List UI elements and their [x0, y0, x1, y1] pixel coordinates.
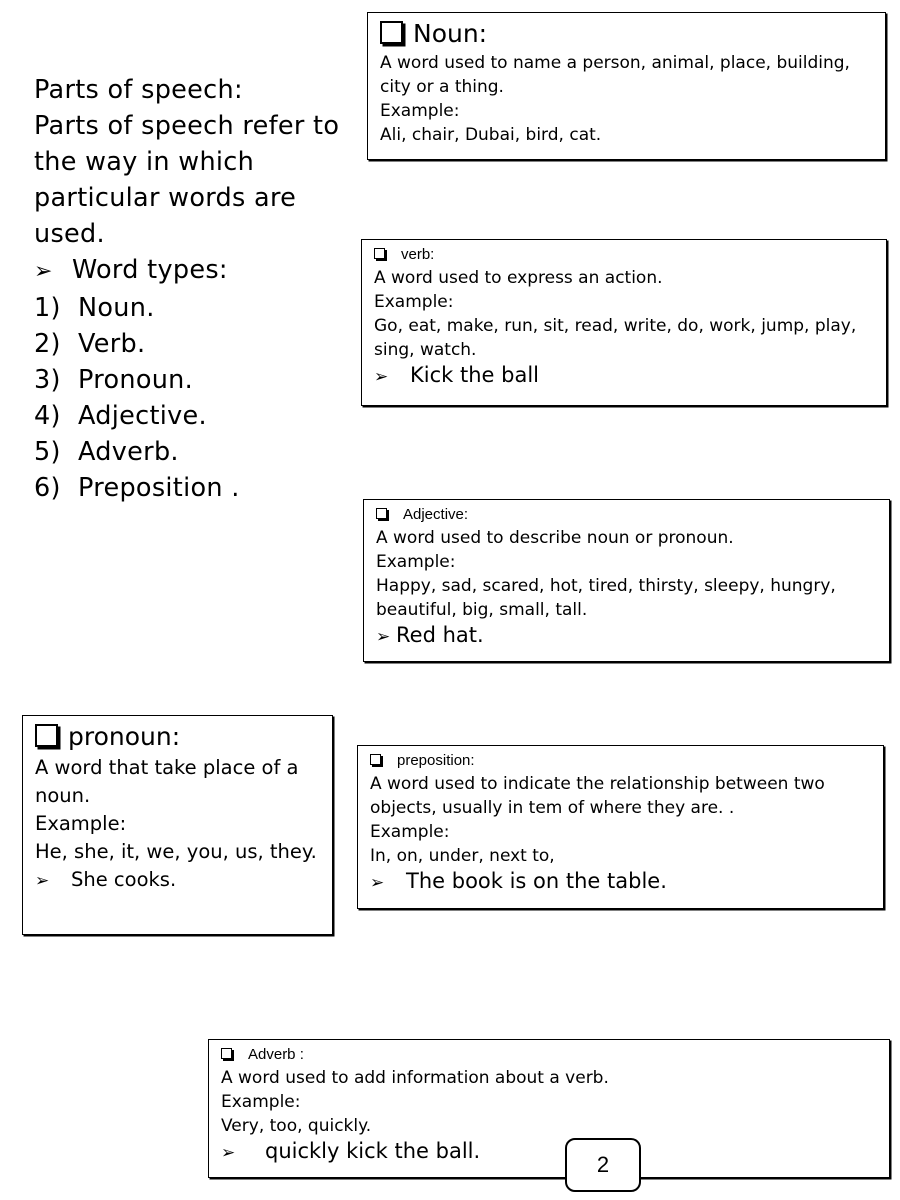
- preposition-examples: In, on, under, next to,: [370, 846, 555, 866]
- list-item: [34, 326, 354, 362]
- verb-sentence: [374, 362, 880, 390]
- adjective-title-label: Adjective:: [403, 506, 469, 523]
- list-item-label: Verb.: [78, 329, 146, 359]
- list-item-label: Adjective.: [78, 401, 207, 431]
- adjective-box: [363, 499, 890, 662]
- adjective-definition: A word used to describe noun or pronoun.: [376, 528, 734, 548]
- preposition-title-label: preposition:: [397, 752, 475, 769]
- list-item-number: 3): [34, 365, 61, 395]
- page-number: 2: [565, 1138, 641, 1192]
- verb-definition: A word used to express an action.: [374, 268, 663, 288]
- pronoun-title-label: pronoun:: [68, 722, 181, 751]
- verb-examples: Go, eat, make, run, sit, read, write, do, work, jump, play, sing, watch.: [374, 316, 857, 360]
- adverb-definition: A word used to add information about a verb.: [221, 1068, 609, 1088]
- pronoun-definition: A word that take place of a noun.: [35, 756, 299, 807]
- noun-definition: A word used to name a person, animal, place, building, city or a thing.: [380, 53, 850, 97]
- adjective-sentence: [376, 622, 883, 650]
- list-item-label: Adverb.: [78, 437, 179, 467]
- adverb-box-title: [221, 1044, 883, 1066]
- list-item: [34, 470, 354, 506]
- arrowhead-bullet-icon: ➢: [221, 1143, 236, 1163]
- noun-title-label: Noun:: [413, 19, 488, 48]
- adverb-title-label: Adverb :: [248, 1046, 304, 1063]
- preposition-sentence: [370, 868, 877, 896]
- word-types-list: [34, 290, 354, 506]
- checkbox-square-icon: [370, 754, 381, 765]
- verb-box-title: [374, 244, 880, 266]
- intro-heading: Parts of speech:: [34, 75, 243, 105]
- adjective-examples: Happy, sad, scared, hot, tired, thirsty, sleepy, hungry, beautiful, big, small, tall.: [376, 576, 836, 620]
- checkbox-square-icon: [380, 21, 403, 44]
- list-item-number: 4): [34, 401, 61, 431]
- noun-examples: Ali, chair, Dubai, bird, cat.: [380, 125, 602, 145]
- checkbox-square-icon: [376, 508, 387, 519]
- verb-sentence-text: Kick the ball: [410, 363, 539, 387]
- arrowhead-bullet-icon: ➢: [374, 367, 389, 387]
- preposition-definition: A word used to indicate the relationship between two objects, usually in tem of where they are. .: [370, 774, 825, 818]
- list-item: [34, 362, 354, 398]
- intro-section: [34, 72, 354, 506]
- list-item: [34, 434, 354, 470]
- adverb-sentence-text: quickly kick the ball.: [265, 1139, 481, 1163]
- arrowhead-bullet-icon: ➢: [35, 871, 50, 891]
- intro-definition: Parts of speech refer to the way in which particular words are used.: [34, 111, 340, 249]
- pronoun-sentence-text: She cooks.: [71, 868, 177, 891]
- list-item: [34, 290, 354, 326]
- noun-example-label: Example:: [380, 101, 460, 121]
- adjective-box-title: [376, 504, 883, 526]
- arrowhead-bullet-icon: ➢: [376, 627, 391, 647]
- pronoun-examples: He, she, it, we, you, us, they.: [35, 840, 317, 863]
- adverb-example-label: Example:: [221, 1092, 301, 1112]
- list-item-number: 2): [34, 329, 61, 359]
- list-item-label: Noun.: [78, 293, 155, 323]
- verb-title-label: verb:: [401, 246, 435, 263]
- adjective-example-label: Example:: [376, 552, 456, 572]
- arrowhead-bullet-icon: ➢: [370, 873, 385, 893]
- list-item: [34, 398, 354, 434]
- pronoun-box: [22, 715, 333, 935]
- pronoun-box-title: [35, 720, 326, 754]
- preposition-box: [357, 745, 884, 909]
- noun-box-title: [380, 17, 879, 51]
- word-types-heading: [34, 252, 354, 290]
- preposition-sentence-text: The book is on the table.: [406, 869, 667, 893]
- checkbox-square-icon: [35, 724, 58, 747]
- arrowhead-bullet-icon: ➢: [34, 259, 53, 284]
- preposition-example-label: Example:: [370, 822, 450, 842]
- checkbox-square-icon: [374, 248, 385, 259]
- list-item-label: Preposition .: [78, 473, 240, 503]
- list-item-number: 5): [34, 437, 61, 467]
- verb-box: [361, 239, 887, 406]
- list-item-label: Pronoun.: [78, 365, 194, 395]
- verb-example-label: Example:: [374, 292, 454, 312]
- adverb-sentence: [221, 1138, 883, 1166]
- list-item-number: 1): [34, 293, 61, 323]
- pronoun-example-label: Example:: [35, 812, 127, 835]
- word-types-heading-label: Word types:: [72, 255, 228, 285]
- noun-box: [367, 12, 886, 160]
- pronoun-sentence: [35, 866, 326, 895]
- preposition-box-title: [370, 750, 877, 772]
- adverb-examples: Very, too, quickly.: [221, 1116, 372, 1136]
- checkbox-square-icon: [221, 1048, 232, 1059]
- adjective-sentence-text: Red hat.: [396, 623, 484, 647]
- adverb-box: [208, 1039, 890, 1178]
- list-item-number: 6): [34, 473, 61, 503]
